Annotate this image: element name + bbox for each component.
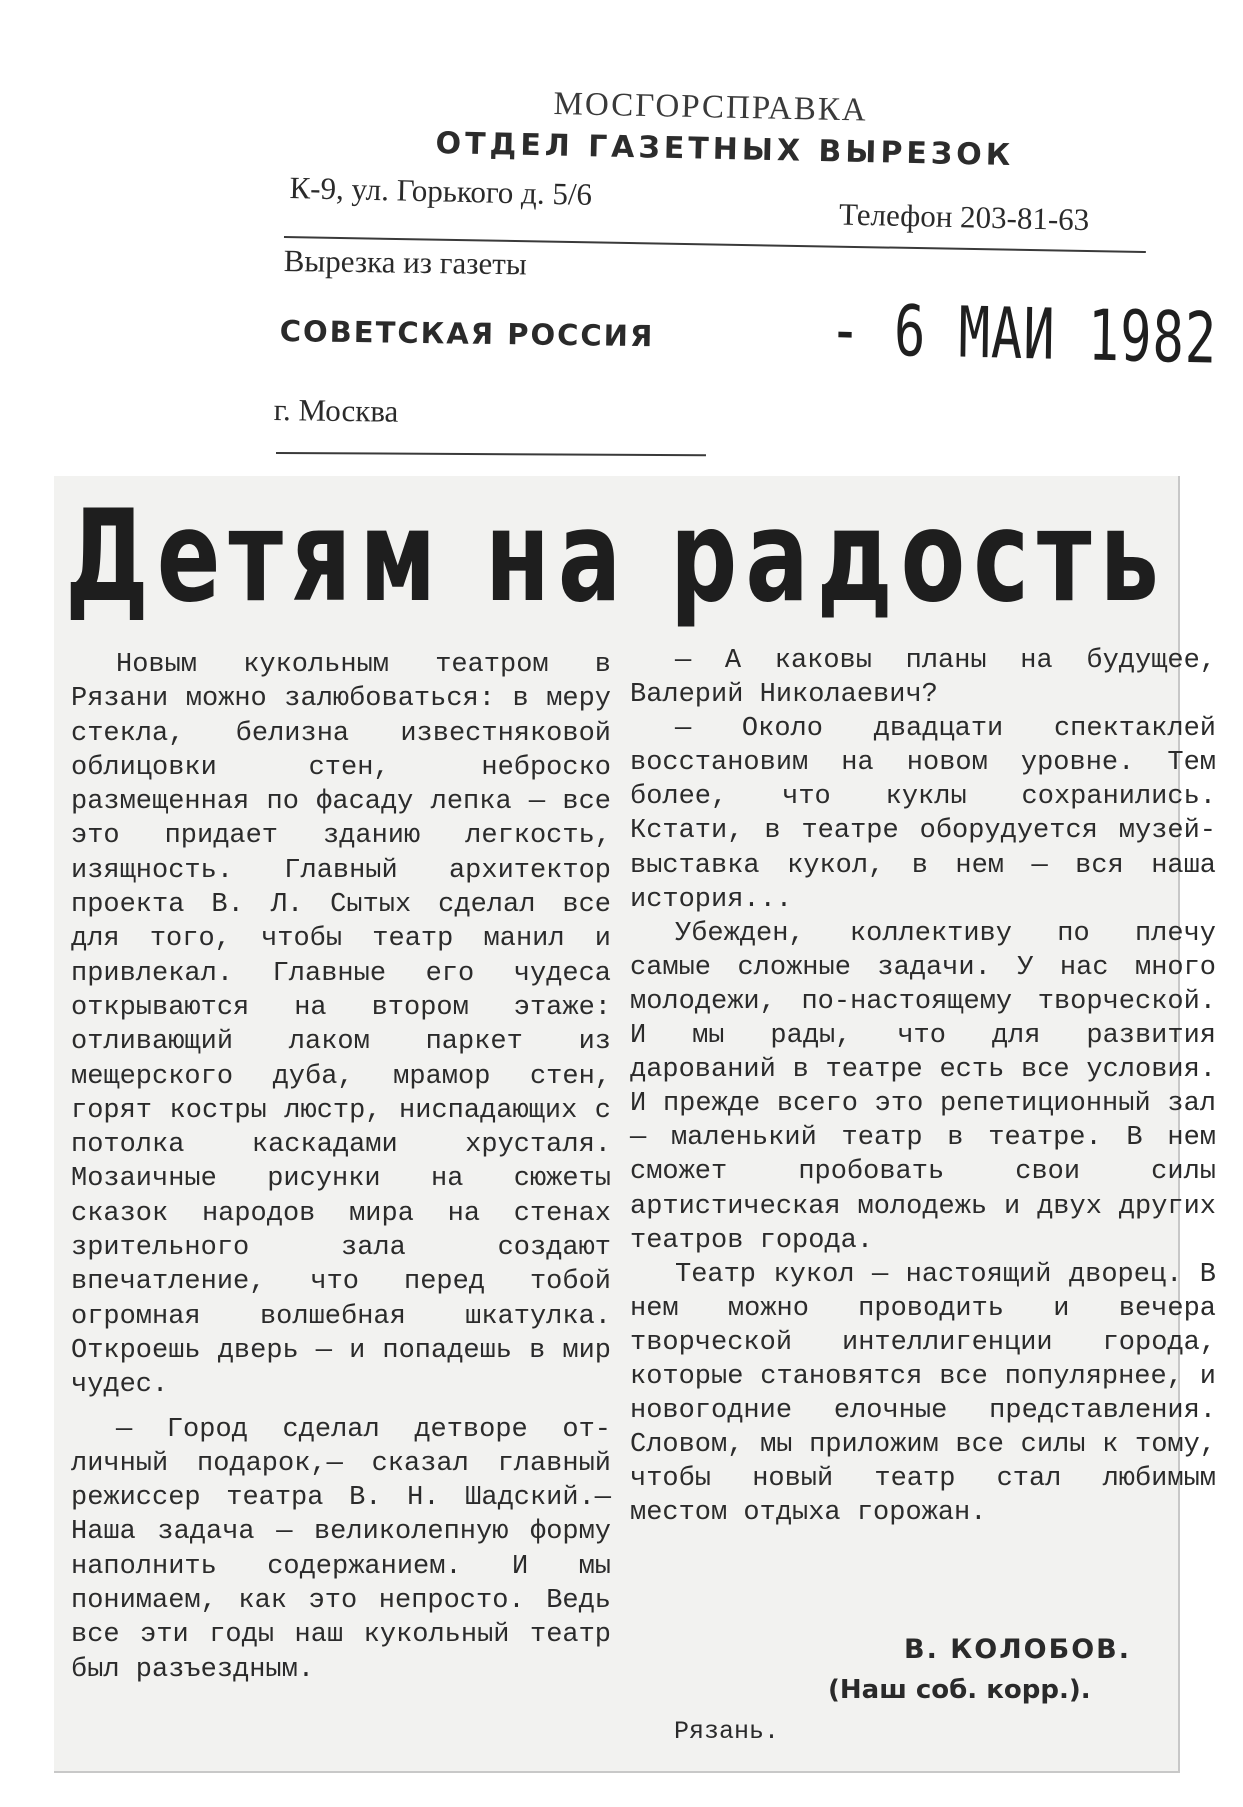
article-paragraph: — Город сделал детворе отличный подарок,— сказал главный режиссер театра В. Н. Шадский.— Наша задача — великолепную форму наполнить содержанием. И мы понимаем, как это непросто. Ведь все эти годы наш кукольный театр был разъездным. [71, 1414, 611, 1685]
clipping-source-label: Вырезка из газеты [283, 243, 527, 282]
newspaper-city: г. Москва [273, 392, 399, 429]
author-signature: В. КОЛОБОВ. [904, 1634, 1132, 1665]
divider-line [276, 452, 706, 456]
article-paragraph: — А каковы планы на будущее, Валерий Николаевич? [630, 646, 1216, 711]
newspaper-clipping [54, 476, 1216, 1773]
clipping-service-stamp [0, 0, 1243, 470]
article-paragraph: Новым кукольным театром в Рязани можно залюбоваться: в меру стекла, белизна известняковой облицовки стен, неброско размещенная по фасаду лепка — все это придает зданию легкость, изящность. Главный архитектор проекта В. Л. Сытых сделал все для того, чтобы театр манил и привлекал. Главные его чудеса открываются на втором этаже: отливающий лаком паркет из мещерского дуба, мрамор стен, горят костры люстр, ниспадающих с потолка каскадами хрусталя. Мозаичные рисунки на сюжеты сказок народов мира на стенах зрительного зала создают впечатление, что перед тобой огромная волшебная шкатулка. Откроешь дверь — и попадешь в мир чудес. [71, 650, 611, 1401]
article-dateline: Рязань. [674, 1717, 780, 1746]
agency-name: МОСГОРСПРАВКА [553, 86, 869, 129]
article-paragraph: Убежден, коллективу по плечу самые сложные задачи. У нас много молодежи, по-настоящему творческой. И мы рады, что для развития дарований в театре есть все условия. И прежде всего это репетиционный зал — маленький театр в театре. В нем сможет пробовать свои силы артистическая молодежь и двух других театров города. [630, 918, 1216, 1256]
article-column-right [630, 644, 1216, 1530]
article-headline: Детям на радость [65, 484, 1167, 632]
newspaper-name: СОВЕТСКАЯ РОССИЯ [279, 314, 655, 354]
agency-phone: Телефон 203-81-63 [838, 196, 1090, 238]
article-paragraph: Театр кукол — настоящий дворец. В нем можно проводить и вечера творческой интеллигенции города, которые становятся все популярнее, и новогодние елочные представления. Словом, мы приложим все силы к тому, чтобы новый театр стал любимым местом отдыха горожан. [630, 1259, 1216, 1529]
author-role: (Наш соб. корр.). [828, 1675, 1091, 1705]
article-paragraph: — Около двадцати спектаклей восстановим на новом уровне. Тем более, что куклы сохранились. Кстати, в театре оборудуется музей-выставка кукол, в нем — вся наша история... [630, 714, 1216, 915]
article-column-left [71, 648, 611, 1697]
address-line [289, 170, 1150, 241]
agency-address: К-9, ул. Горького д. 5/6 [289, 170, 593, 212]
date-stamp: - 6 МАИ 1982 [828, 290, 1218, 381]
department-name: ОТДЕЛ ГАЗЕТНЫХ ВЫРЕЗОК [435, 126, 1015, 174]
